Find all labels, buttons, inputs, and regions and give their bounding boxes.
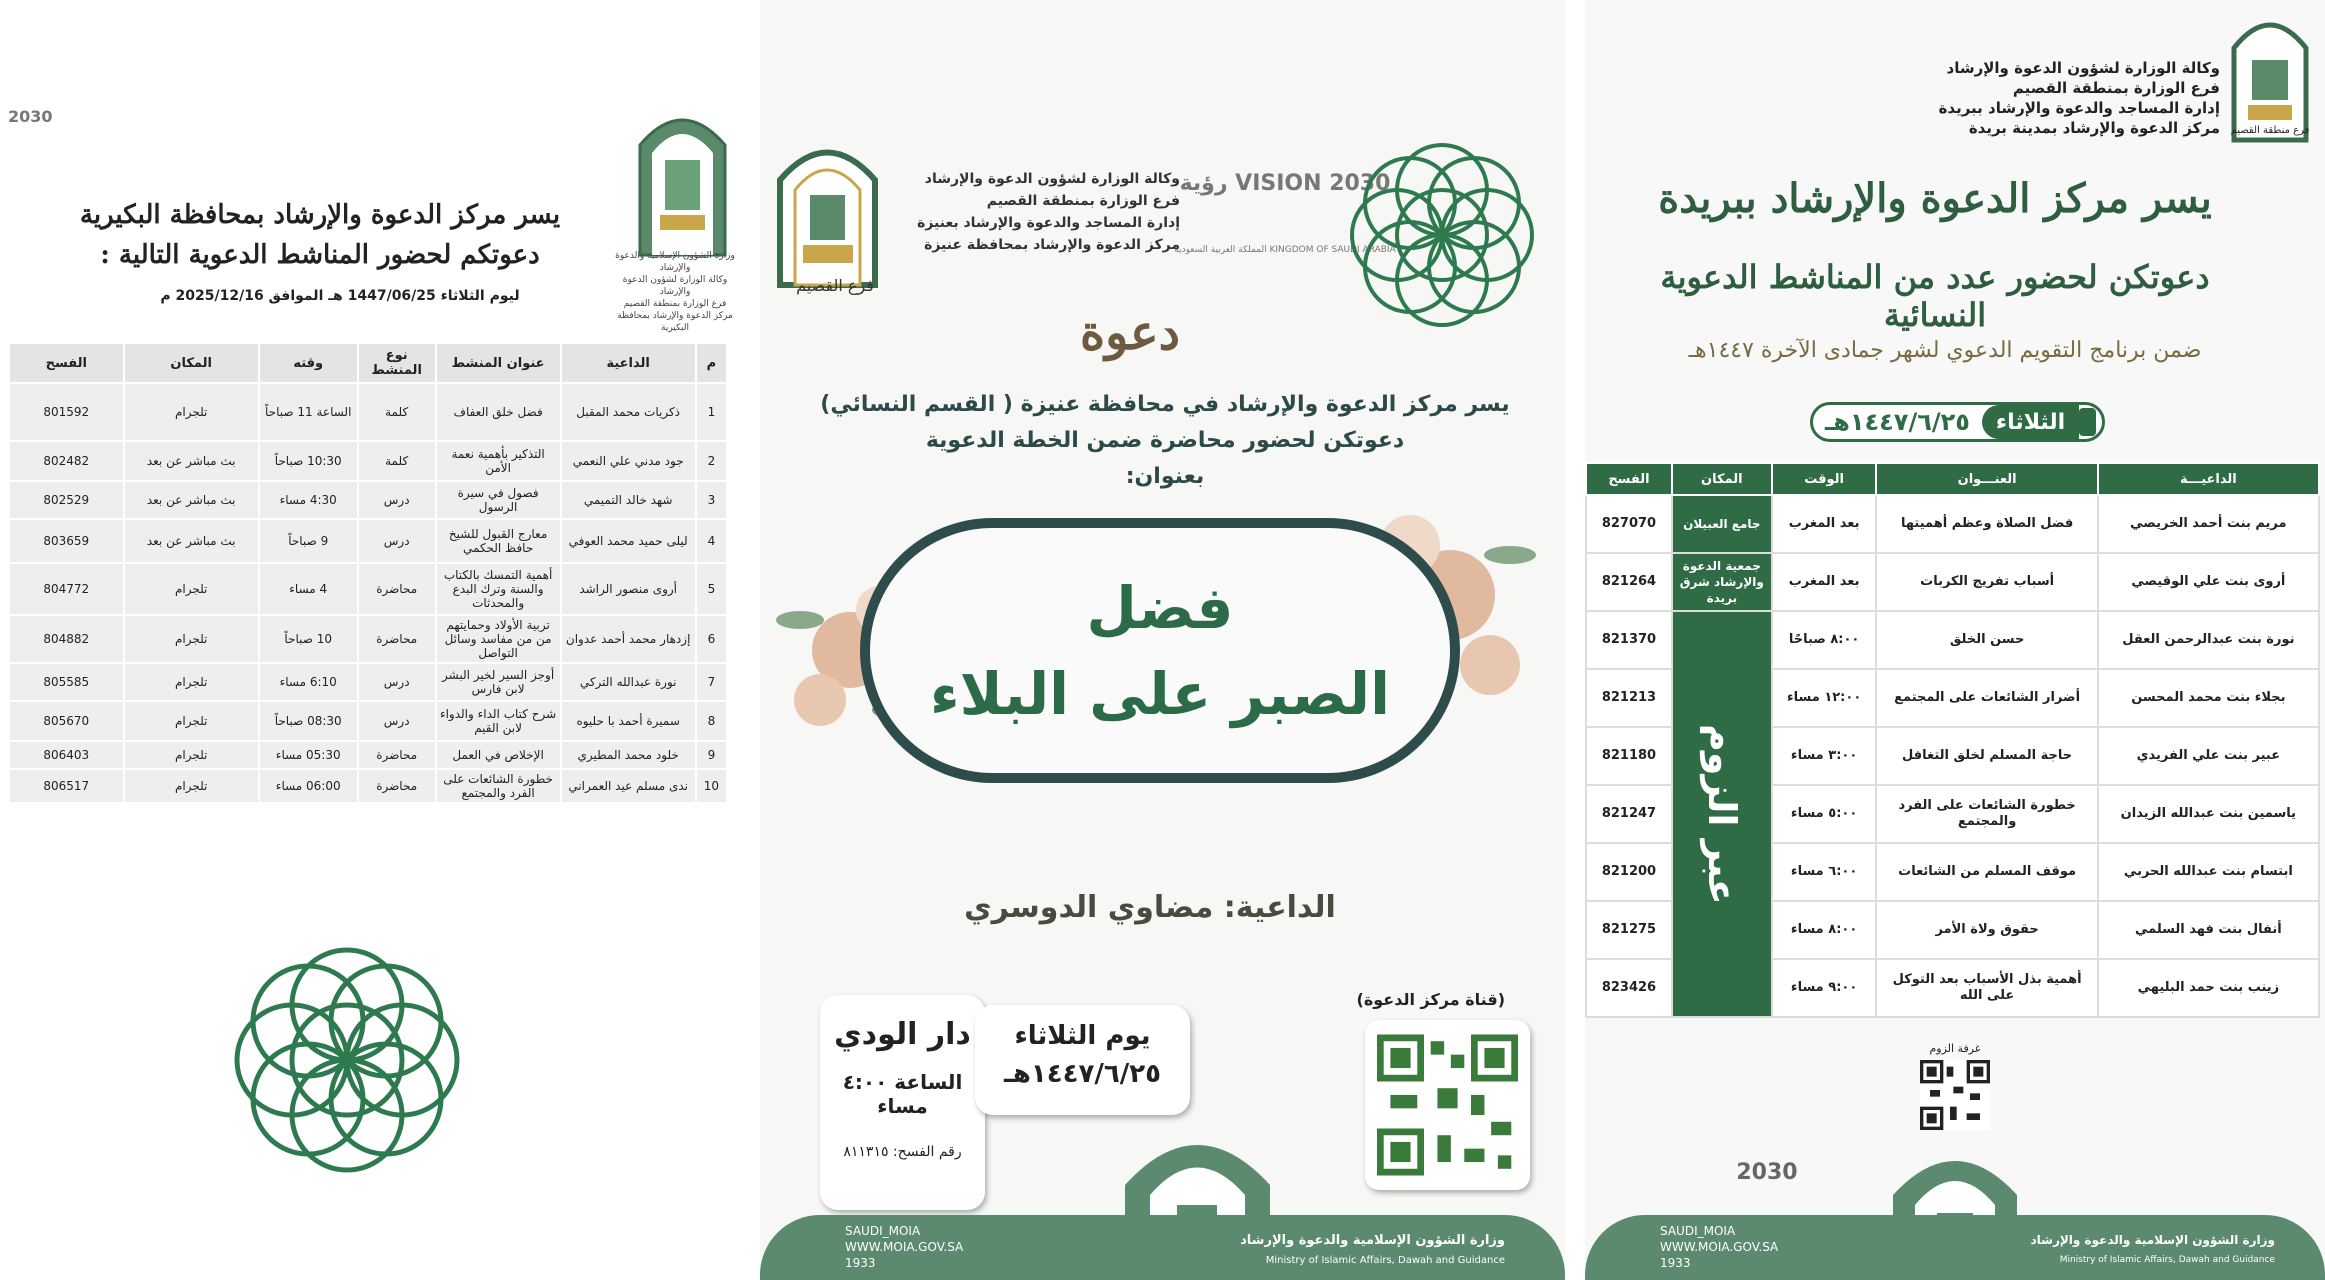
cell-place: تلجرام [124,383,259,441]
cell-permit: 802482 [9,441,124,481]
vision-text: رؤية VISION 2030 [1179,171,1391,196]
table-row [1586,611,2319,669]
col-header: العنـــوان [1876,463,2097,495]
cell-speaker: جود مدني علي النعمي [561,441,696,481]
cell-time: ٦:٠٠ مساء [1772,843,1877,901]
date-bar [1810,402,2105,442]
cell-place: جامع العبيلان [1672,495,1772,553]
cell-n: 7 [696,663,727,701]
lecture-title-line1: فضل [1086,573,1234,642]
table-row [9,615,727,663]
cell-permit: 804772 [9,563,124,615]
event-hijri-date: ١٤٤٧/٦/٢٥هـ [1004,1059,1161,1089]
col-header: المكان [124,343,259,383]
heading2: دعوتكن لحضور عدد من المناشط الدعوية النسائية [1660,258,2210,334]
permit-number: رقم الفسح: ٨١١٣١٥ [843,1144,962,1160]
cell-permit: 827070 [1586,495,1672,553]
org-line: إدارة المساجد والدعوة والإرشاد بعنيزة [917,215,1180,231]
footer-bar [760,1215,1565,1280]
col-header: عنوان المنشط [436,343,561,383]
cell-time: ٨:٠٠ صباحًا [1772,611,1877,669]
col-header: الفسح [1586,463,1672,495]
cell-place: تلجرام [124,741,259,769]
cell-title: التذكير بأهمية نعمة الأمن [436,441,561,481]
cell-n: 6 [696,615,727,663]
emblem-caption: فرع منطقة القصيم [2230,125,2310,136]
cell-permit: 823426 [1586,959,1672,1017]
cell-place: تلجرام [124,563,259,615]
cell-speaker: خلود محمد المطيري [561,741,696,769]
cell-n: 3 [696,481,727,519]
cell-place: بث مباشر عن بعد [124,441,259,481]
cell-time: 05:30 مساء [259,741,358,769]
qr-title: (قناة مركز الدعوة) [1356,990,1505,1009]
cell-title: أهمية التمسك بالكتاب والسنة وترك البدع والمحدثات [436,563,561,615]
cell-speaker: ياسمين بنت عبدالله الزيدان [2098,785,2319,843]
dawa-title: دعوة [1080,305,1180,361]
table-row [9,741,727,769]
table-body [1586,495,2319,1017]
date-line: ليوم الثلاثاء 1447/06/25 هـ الموافق 2025/12/16 م [160,288,520,304]
footer-phone[interactable]: 1933 [1660,1256,1691,1270]
footer-social[interactable]: SAUDI_MOIA [845,1224,921,1238]
ministry-emblem [2230,10,2310,140]
table-header-row [1586,463,2319,495]
cell-title: أضرار الشائعات على المجتمع [1876,669,2097,727]
cell-time: 9 صباحاً [259,519,358,563]
cell-n: 8 [696,701,727,741]
cell-speaker: سميرة أحمد با حليوه [561,701,696,741]
cell-title: فضل خلق العفاف [436,383,561,441]
table-header-row [9,343,727,383]
lecture-title-frame [860,518,1460,783]
cell-title: فصول في سيرة الرسول [436,481,561,519]
table-row [9,383,727,441]
emblem-caption: فرع القصيم [796,276,874,295]
footer-social[interactable]: SAUDI_MOIA [1660,1224,1736,1238]
cell-permit: 803659 [9,519,124,563]
cell-speaker: شهد خالد التميمي [561,481,696,519]
decorative-knot [200,935,495,1185]
invite-line1: يسر مركز الدعوة والإرشاد في محافظة عنيزة ( القسم النسائي) [820,392,1510,417]
org-line: مركز الدعوة والإرشاد بمحافظة عنيزة [924,237,1180,253]
event-hijri-date: ١٤٤٧/٦/٢٥هـ [1825,408,1970,436]
footer-contacts [845,1223,963,1271]
cell-type: درس [358,519,436,563]
place-name: دار الودي [834,1017,971,1052]
footer-ministry: وزارة الشؤون الإسلامية والدعوة والإرشاد [2030,1233,2275,1247]
footer-ministry-en: Ministry of Islamic Affairs, Dawah and Guidance [2059,1255,2275,1265]
cell-place: تلجرام [124,701,259,741]
emblem-caption: وزارة الشؤون الإسلامية والدعوة والإرشاد وكالة الوزارة لشؤون الدعوة والإرشاد فرع الوزارة بمنطقة القصيم مركز الدعوة والإرشاد بمحافظة البكيرية [615,251,735,333]
cell-permit: 805585 [9,663,124,701]
invite-line3: بعنوان: [1125,464,1205,489]
org-block [880,168,1180,256]
activities-table [1585,462,2320,1018]
cell-time: ٣:٠٠ مساء [1772,727,1877,785]
event-day: يوم الثلاثاء [1014,1021,1151,1051]
cell-title: موقف المسلم من الشائعات [1876,843,2097,901]
qr-code-icon[interactable] [1920,1060,1990,1130]
cell-permit: 821180 [1586,727,1672,785]
table-row [1586,495,2319,553]
table-row [9,701,727,741]
cell-speaker: زينب بنت حمد البليهي [2098,959,2319,1017]
cell-permit: 821275 [1586,901,1672,959]
cell-speaker: عبير بنت علي الفريدي [2098,727,2319,785]
table-row [1586,553,2319,611]
table-row [9,769,727,803]
cell-time: ٥:٠٠ مساء [1772,785,1877,843]
decorative-knot [1330,135,1555,335]
calendar-icon [2079,408,2096,436]
cell-place: تلجرام [124,769,259,803]
vision-2030-logo [1725,1145,1810,1205]
vision-2030-logo [8,104,53,130]
col-header: الداعيـــة [2098,463,2319,495]
cell-place: بث مباشر عن بعد [124,481,259,519]
cell-speaker: ابتسام بنت عبدالله الحربي [2098,843,2319,901]
cell-permit: 821264 [1586,553,1672,611]
zoom-room-label: غرفة الزوم [1929,1042,1981,1055]
table-body [9,383,727,803]
col-header: وقته [259,343,358,383]
cell-permit: 821213 [1586,669,1672,727]
heading-line2: دعوتكم لحضور المناشط الدعوية التالية : [100,240,540,270]
table-row [9,519,727,563]
cell-speaker: بجلاء بنت محمد المحسن [2098,669,2319,727]
cell-type: درس [358,663,436,701]
org-line: فرع الوزارة بمنطقة القصيم [2012,79,2220,97]
cell-time: ٨:٠٠ مساء [1772,901,1877,959]
cell-type: كلمة [358,441,436,481]
footer-phone[interactable]: 1933 [845,1256,876,1270]
vision-sub: المملكة العربية السعودية KINGDOM OF SAUDI ARABIA [1174,245,1396,255]
table-row [9,481,727,519]
event-day: الثلاثاء [1982,405,2079,439]
cell-n: 1 [696,383,727,441]
cell-type: درس [358,481,436,519]
cell-permit: 805670 [9,701,124,741]
flyer-buraydah [1585,0,2325,1280]
col-header: المكان [1672,463,1772,495]
cell-time: بعد المغرب [1772,495,1877,553]
cell-title: أسباب تفريج الكربات [1876,553,2097,611]
cell-speaker: نورة عبدالله التركي [561,663,696,701]
cell-place: تلجرام [124,663,259,701]
cell-time: 10:30 صباحاً [259,441,358,481]
org-line: إدارة المساجد والدعوة والإرشاد ببريدة [1938,99,2220,117]
cell-time: 4:30 مساء [259,481,358,519]
cell-type: محاضرة [358,769,436,803]
org-line: فرع الوزارة بمنطقة القصيم [986,193,1180,209]
footer-ministry-en: Ministry of Islamic Affairs, Dawah and Guidance [1265,1255,1505,1266]
cell-speaker: مريم بنت أحمد الخريصي [2098,495,2319,553]
cell-speaker: ذكريات محمد المقبل [561,383,696,441]
cell-speaker: نورة بنت عبدالرحمن العقل [2098,611,2319,669]
org-line: وكالة الوزارة لشؤون الدعوة والإرشاد [924,171,1180,187]
cell-title: خطورة الشائعات على الفرد والمجتمع [436,769,561,803]
cell-title: الإخلاص في العمل [436,741,561,769]
org-line: مركز الدعوة والإرشاد بمدينة بريدة [1968,119,2220,137]
svg-text:2030: 2030 [1736,1160,1798,1185]
cell-permit: 821370 [1586,611,1672,669]
cell-n: 5 [696,563,727,615]
cell-time: الساعة 11 صباحاً [259,383,358,441]
cell-place: تلجرام [124,615,259,663]
cell-type: محاضرة [358,563,436,615]
cell-type: كلمة [358,383,436,441]
cell-n: 10 [696,769,727,803]
cell-speaker: إزدهار محمد أحمد عدوان [561,615,696,663]
flyer-bukayriyah [0,0,745,1280]
cell-speaker: أروى منصور الراشد [561,563,696,615]
col-header: الفسح [9,343,124,383]
cell-type: محاضرة [358,741,436,769]
heading1: يسر مركز الدعوة والإرشاد ببريدة [1658,175,2212,222]
cell-n: 9 [696,741,727,769]
speaker-name: الداعية: مضاوي الدوسري [964,890,1336,925]
cell-speaker: أروى بنت علي الوقيصي [2098,553,2319,611]
qr-code-card[interactable] [1365,1020,1530,1190]
activities-table [8,342,728,804]
cell-permit: 804882 [9,615,124,663]
cell-place: بث مباشر عن بعد [124,519,259,563]
cell-place: جمعية الدعوة والإرشاد شرق بريدة [1672,553,1772,611]
cell-permit: 806403 [9,741,124,769]
qr-code-icon [1377,1032,1518,1178]
place-card [820,995,985,1210]
cell-title: حاجة المسلم لخلق التغافل [1876,727,2097,785]
footer-ministry: وزارة الشؤون الإسلامية والدعوة والإرشاد [1240,1233,1505,1248]
footer-web[interactable]: WWW.MOIA.GOV.SA [845,1240,964,1254]
vision-mark: 2030 [8,107,53,126]
event-time: الساعة ٤:٠٠ مساء [842,1070,963,1118]
cell-time: 06:00 مساء [259,769,358,803]
cell-speaker: أنفال بنت فهد السلمي [2098,901,2319,959]
cell-title: شرح كتاب الداء والدواء لابن القيم [436,701,561,741]
col-header: م [696,343,727,383]
table-row [9,563,727,615]
cell-title: أوجز السير لخير البشر لابن فارس [436,663,561,701]
col-header: الداعية [561,343,696,383]
cell-type: محاضرة [358,615,436,663]
cell-permit: 821247 [1586,785,1672,843]
col-header: الوقت [1772,463,1877,495]
heading3: ضمن برنامج التقويم الدعوي لشهر جمادى الآخرة ١٤٤٧هـ [1688,338,2202,363]
cell-title: تربية الأولاد وحمايتهم من من مفاسد وسائل التواصل [436,615,561,663]
date-card [975,1005,1190,1115]
org-block [1825,58,2220,138]
cell-type: درس [358,701,436,741]
heading-line1: يسر مركز الدعوة والإرشاد بمحافظة البكيرية [79,200,561,230]
table-row [9,663,727,701]
col-header: نوع المنشط [358,343,436,383]
footer-bar [1585,1215,2325,1280]
footer-web[interactable]: WWW.MOIA.GOV.SA [1660,1240,1779,1254]
cell-title: خطورة الشائعات على الفرد والمجتمع [1876,785,2097,843]
org-line: وكالة الوزارة لشؤون الدعوة والإرشاد [1946,59,2220,77]
cell-time: ٩:٠٠ مساء [1772,959,1877,1017]
cell-time: بعد المغرب [1772,553,1877,611]
cell-permit: 821200 [1586,843,1672,901]
flyer-unayzah [760,0,1565,1280]
cell-time: 08:30 صباحاً [259,701,358,741]
cell-title: حقوق ولاة الأمر [1876,901,2097,959]
invite-line2: دعوتكن لحضور محاضرة ضمن الخطة الدعوية [925,428,1405,453]
cell-title: معارج القبول للشيخ حافظ الحكمي [436,519,561,563]
cell-title: أهمية بذل الأسباب بعد التوكل على الله [1876,959,2097,1017]
table-row [9,441,727,481]
zoom-label: عبر الزوم [1672,611,1772,1017]
cell-permit: 802529 [9,481,124,519]
cell-permit: 801592 [9,383,124,441]
cell-time: 4 مساء [259,563,358,615]
cell-time: ١٢:٠٠ مساء [1772,669,1877,727]
cell-n: 2 [696,441,727,481]
footer-contacts [1660,1223,1778,1271]
cell-time: 10 صباحاً [259,615,358,663]
cell-speaker: ليلى حميد محمد العوفي [561,519,696,563]
cell-permit: 806517 [9,769,124,803]
cell-n: 4 [696,519,727,563]
cell-title: فضل الصلاة وعظم أهميتها [1876,495,2097,553]
cell-speaker: ندى مسلم عيد العمراني [561,769,696,803]
ministry-emblem [775,135,880,285]
ministry-emblem [635,105,730,255]
lecture-title-line2: الصبر على البلاء [930,659,1390,728]
cell-title: حسن الخلق [1876,611,2097,669]
cell-time: 6:10 مساء [259,663,358,701]
